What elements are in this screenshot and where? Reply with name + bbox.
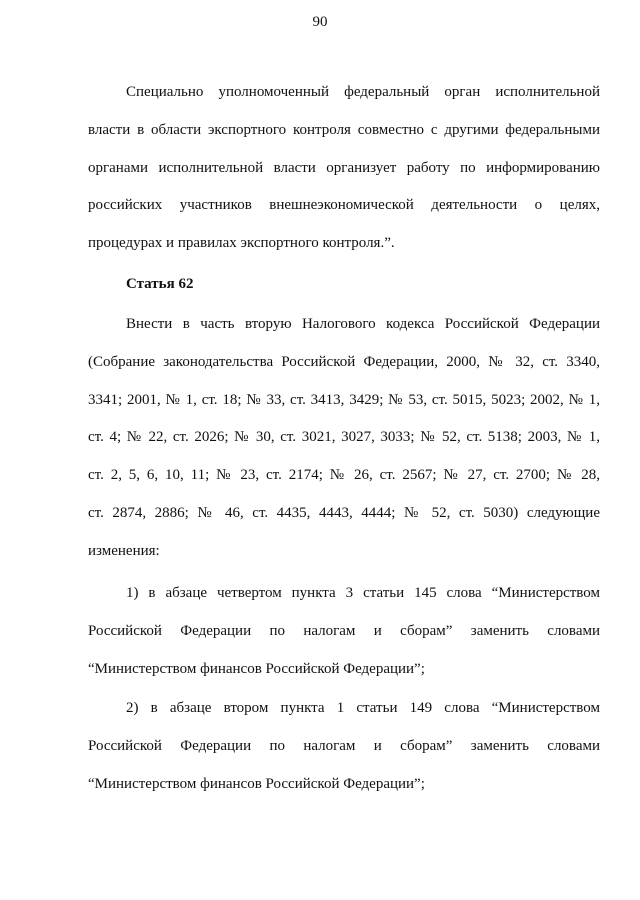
list-item-line: 1) в абзаце четвертом пункта 3 статьи 145 слова “Министерством — [126, 585, 600, 601]
list-item-line: Российской Федерации по налогам и сборам” заменить словами — [88, 622, 600, 639]
paragraph-export-control — [88, 74, 600, 263]
paragraph-line: ст. 2874, 2886; № 46, ст. 4435, 4443, 4444; № 52, ст. 5030) следующие — [88, 504, 600, 521]
paragraph-line: изменения: — [88, 542, 160, 559]
article-heading-block — [88, 266, 600, 304]
list-item-line: Российской Федерации по налогам и сборам” заменить словами — [88, 737, 600, 754]
article-heading: Статья 62 — [126, 276, 194, 292]
list-item-1 — [88, 575, 600, 688]
paragraph-tax-code-amendments — [88, 306, 600, 571]
paragraph-line: Внести в часть вторую Налогового кодекса Российской Федерации — [126, 316, 600, 332]
paragraph-line: 3341; 2001, № 1, ст. 18; № 33, ст. 3413, 3429; № 53, ст. 5015, 5023; 2002, № 1, — [88, 391, 600, 408]
paragraph-line: российских участников внешнеэкономической деятельности о целях, — [88, 197, 600, 214]
list-item-2 — [88, 690, 600, 803]
page-number: 90 — [312, 14, 328, 30]
paragraph-line: Специально уполномоченный федеральный орган исполнительной — [126, 84, 600, 100]
list-item-line: 2) в абзаце втором пункта 1 статьи 149 слова “Министерством — [126, 700, 600, 716]
paragraph-line: ст. 2, 5, 6, 10, 11; № 23, ст. 2174; № 26, ст. 2567; № 27, ст. 2700; № 28, — [88, 467, 600, 484]
list-item-line: “Министерством финансов Российской Федерации”; — [88, 775, 425, 792]
paragraph-line: ст. 4; № 22, ст. 2026; № 30, ст. 3021, 3027, 3033; № 52, ст. 5138; 2003, № 1, — [88, 429, 600, 446]
paragraph-line: процедурах и правилах экспортного контроля.”. — [88, 235, 395, 252]
paragraph-line: органами исполнительной власти организует работу по информированию — [88, 159, 600, 176]
paragraph-line: власти в области экспортного контроля совместно с другими федеральными — [88, 121, 600, 138]
paragraph-line: (Собрание законодательства Российской Федерации, 2000, № 32, ст. 3340, — [88, 353, 600, 370]
list-item-line: “Министерством финансов Российской Федерации”; — [88, 660, 425, 677]
